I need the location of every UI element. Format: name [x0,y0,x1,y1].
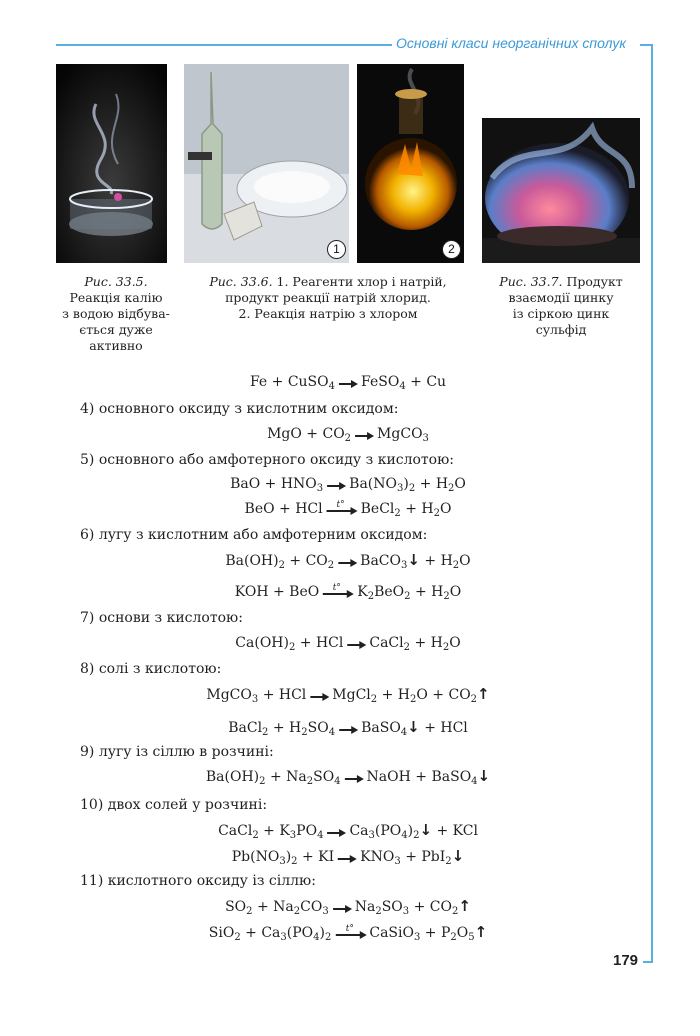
equation-reactants: BaCl$_2$ + $H_2SO_4$ [228,720,336,738]
footer-rule [643,961,653,963]
equation [206,767,490,786]
caption-line: продукт реакції натрій хлорид. [225,290,431,305]
figure-part-badge: 1 [327,240,346,259]
equation [232,847,464,866]
reaction-arrow-icon [326,475,346,493]
caption-label: Рис. 33.5. [84,274,148,289]
equation-products: $Na_2SO_3$ + $CO_2↑$ [354,897,471,917]
equation [225,551,470,570]
equation [225,897,471,916]
caption-label: Рис. 33.6. [209,274,273,289]
reaction-type-heading: 6) лугу з кислотним або амфотерним оксидом: [80,527,428,543]
equation-reactants: $SO_2 + Na_2CO_3$ [225,899,329,917]
equation [250,373,446,391]
equation [230,475,466,493]
equation-products: FeSO$_4$ + Cu [361,374,447,392]
equation-reactants: BaO + $HNO_3$ [230,476,324,494]
equation [218,821,478,840]
equation-products: BaSO$_4$↓ + HCl [361,718,468,738]
equation-reactants: CaCl$_2$ + $K_3PO_4$ [218,823,324,841]
reaction-arrow-icon [332,898,352,916]
reaction-arrow-icon [337,552,357,570]
caption-line: Продукт [566,274,623,289]
caption-line: активно [89,338,143,353]
equation-reactants: $Ba(OH)_2 + Na_2SO_4$ [205,769,341,787]
reagents-photo [184,64,349,263]
caption-line: з водою відбува- [62,306,170,321]
equation-products: BeCl$_2$ + $H_2O$ [360,501,452,519]
reaction-arrow-icon [354,425,374,443]
equation-products: MgCl$_2$ + $H_2O$ + $CO_2↑$ [332,685,490,705]
caption-line: сульфід [535,322,587,337]
caption-label: Рис. 33.7. [499,274,563,289]
reaction-arrow-icon [337,848,357,866]
chlorine-sodium-flask-photo [357,64,464,263]
reaction-type-heading: 9) лугу із сіллю в розчині: [80,744,274,760]
caption-fig-33-5 [52,274,180,354]
reaction-type-heading: 8) солі з кислотою: [80,661,222,677]
header-rule [56,44,392,46]
equation [245,500,452,518]
reaction-type-heading: 11) кислотного оксиду із сіллю: [80,873,316,889]
heat-arrow-icon [334,924,366,942]
potassium-water-photo [56,64,167,263]
equation-products: $Ba(NO_3)_2 + H_2O$ [349,476,466,494]
equation-products: BaCO$_3$↓ + $H_2O$ [360,551,471,571]
equation [209,923,487,942]
reaction-type-heading: 4) основного оксиду з кислотним оксидом: [80,401,399,417]
equation-products: MgCO$_3$ [377,426,429,444]
equation-reactants: $SiO_2 + Ca_3(PO_4)_2$ [208,925,332,943]
equation-reactants: $Ca(OH)_2$ + HCl [235,635,344,653]
reaction-arrow-icon [344,768,364,786]
svg-text:t°: t° [336,500,345,510]
reaction-type-heading: 5) основного або амфотерного оксиду з кислотою: [80,452,455,468]
margin-rule [651,44,653,962]
equation-products: $K_2BeO_2 + H_2O$ [357,584,462,602]
equation [267,425,429,443]
reaction-type-heading: 7) основи з кислотою: [80,610,243,626]
equation [235,583,461,601]
equation-reactants: BeO + HCl [244,501,323,517]
equation-reactants: MgCO$_3$ + HCl [206,687,307,705]
heat-arrow-icon [322,583,354,601]
zinc-sulfur-fire-photo [482,118,640,263]
equation-products: NaOH + BaSO$_4$↓ [366,767,491,787]
reaction-arrow-icon [338,373,358,391]
equation-products: CaSiO$_3$ + $P_2O_5↑$ [369,923,488,943]
reaction-arrow-icon [338,719,358,737]
equation [228,718,468,737]
caption-line: ється дуже [79,322,153,337]
caption-line: взаємодії цинку [508,290,614,305]
caption-line: 1. Реагенти хлор і натрій, [276,274,447,289]
reaction-arrow-icon [326,822,346,840]
caption-line: 2. Реакція натрію з хлором [238,306,418,321]
equation-reactants: Fe + CuSO$_4$ [249,374,335,392]
svg-text:t°: t° [333,583,342,593]
equation-reactants: $Pb(NO_3)_2$ + KI [231,849,335,867]
caption-line: із сіркою цинк [512,306,610,321]
caption-fig-33-7 [480,274,642,338]
equation [206,685,489,704]
reaction-type-heading: 10) двох солей у розчині: [80,797,268,813]
reaction-arrow-icon [309,686,329,704]
heat-arrow-icon [326,500,358,518]
reaction-arrow-icon [346,634,366,652]
equation-reactants: $Ba(OH)_2 + CO_2$ [225,553,335,571]
running-header: Основні класи неорганічних сполук [396,35,626,51]
equation-reactants: KOH + BeO [234,584,320,600]
equation-reactants: MgO + $CO_2$ [267,426,352,444]
equation-products: CaCl$_2$ + $H_2O$ [369,635,461,653]
figure-part-badge: 2 [442,240,461,259]
caption-fig-33-6 [184,274,472,322]
svg-text:t°: t° [345,924,354,934]
equation [235,634,460,652]
caption-line: Реакція калію [69,290,163,305]
equation-products: $KNO_3$ + PbI$_2$↓ [360,847,465,867]
equation-products: $Ca_3(PO_4)_2↓$ + KCl [349,821,478,841]
page-number: 179 [613,952,639,969]
